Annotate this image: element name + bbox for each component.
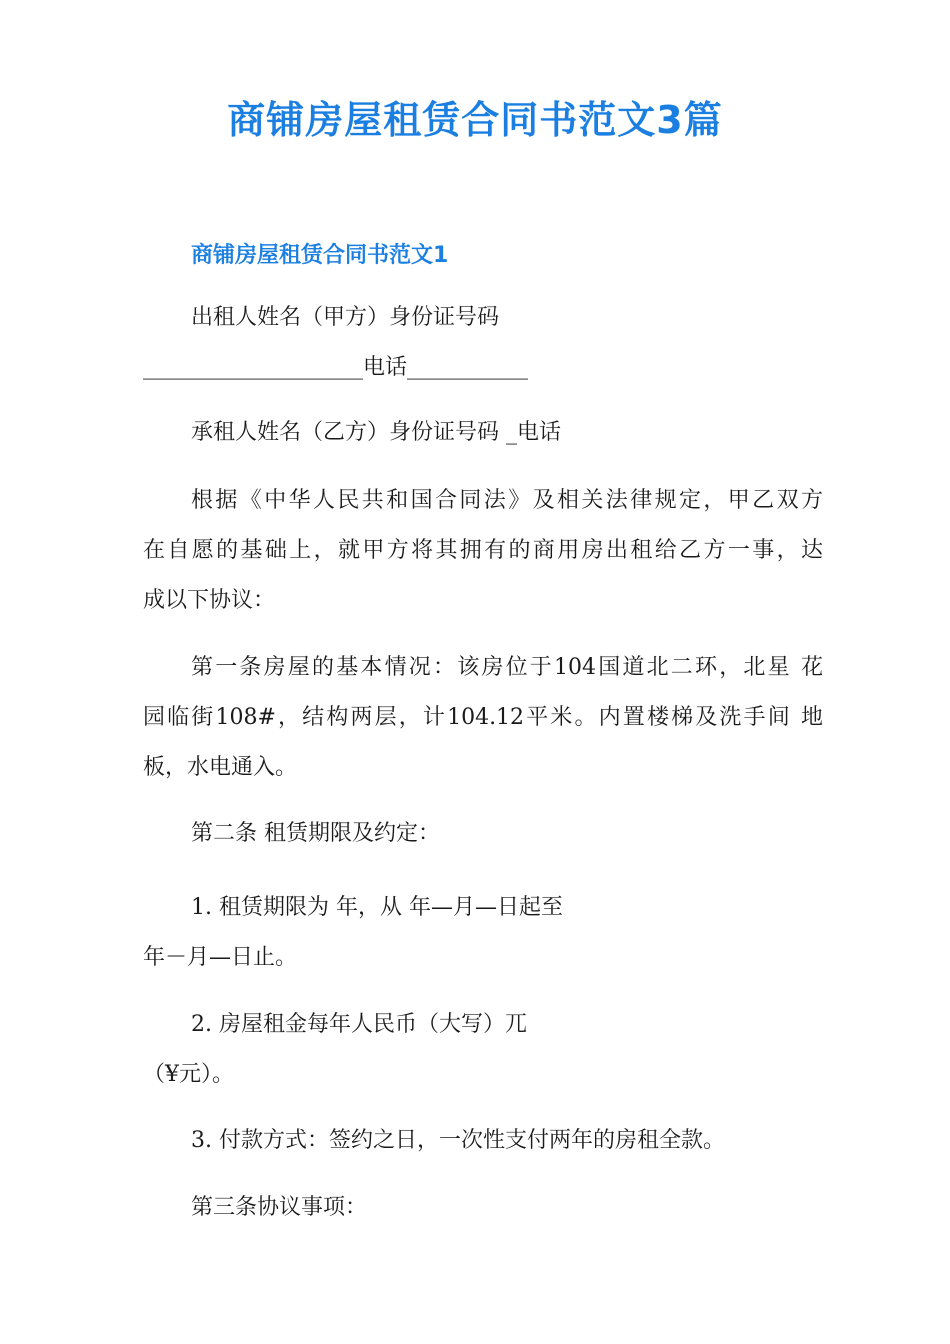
text-line: 在自愿的基础上，就甲方将其拥有的商用房出租给乙方一事，达	[143, 538, 823, 563]
text-line: 2. 房屋租金每年人民币（大写）兀	[191, 1012, 527, 1037]
text-line: 年－月—日止。	[143, 945, 298, 970]
document-title: 商铺房屋租赁合同书范文3篇	[227, 98, 723, 142]
section-heading: 商铺房屋租赁合同书范文1	[191, 243, 449, 268]
text-line: 园临街108#，结构两层，计104.12平米。内置楼梯及洗手间 地	[143, 705, 823, 730]
text-line: 板，水电通入。	[143, 755, 298, 780]
text-line: 出租人姓名（甲方）身份证号码	[191, 305, 500, 330]
text-line: 第二条 租赁期限及约定：	[191, 821, 440, 846]
text-line: 第一条房屋的基本情况：该房位于104国道北二环，北星 花	[191, 655, 823, 680]
text-line: 根据《中华人民共和国合同法》及相关法律规定，甲乙双方	[191, 488, 823, 513]
text-line: （¥元）。	[143, 1062, 234, 1087]
text-line: 3. 付款方式：签约之日，一次性支付两年的房租全款。	[191, 1128, 725, 1153]
text-line: ____________________电话___________	[143, 355, 529, 380]
text-line: 承租人姓名（乙方）身份证号码 _电话	[191, 420, 561, 445]
text-line: 1. 租赁期限为 年，从 年—月—日起至	[191, 895, 563, 920]
text-line: 第三条协议事项：	[191, 1195, 368, 1220]
text-line: 成以下协议：	[143, 588, 276, 613]
